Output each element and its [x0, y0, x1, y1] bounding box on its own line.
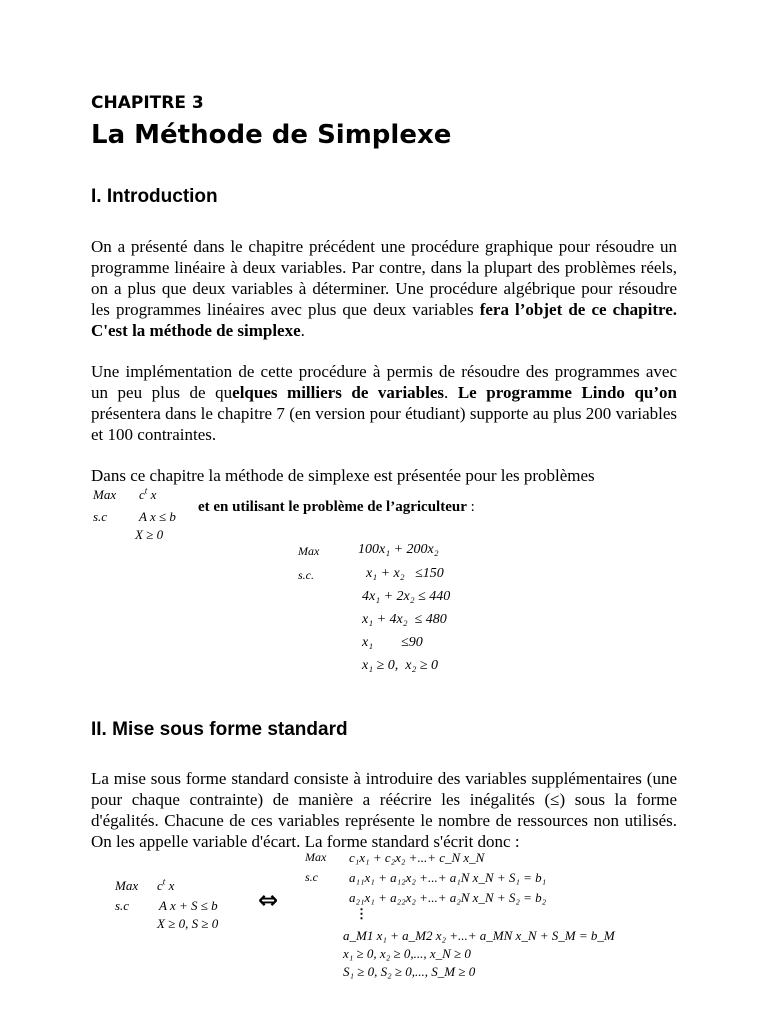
farmer-max: Max [298, 544, 320, 558]
standard-x-nonneg: x₁ ≥ 0, x₂ ≥ 0,..., x_N ≥ 0 [343, 946, 471, 961]
standard-left-constraint: A x + S ≤ b [159, 898, 218, 913]
chapter-label: CHAPITRE 3 [91, 93, 204, 113]
intro-p1-bold: fera l’objet de ce chapitre. C'est la méthode de simplexe [91, 300, 678, 340]
intro-p2-c: présentera dans le chapitre 7 (en version pour étudiant) supporte au plus 200 variables et 100 contraintes. [91, 404, 677, 444]
farmer-lp-formulation [298, 542, 498, 677]
farmer-objective: 100x₁ + 200x₂ [358, 542, 439, 557]
generic-objective: $c^t$ x [139, 485, 157, 502]
intro-p2-b: . [444, 383, 458, 402]
intro-paragraph-3 [91, 465, 677, 486]
intro-p1-text: On a présenté dans le chapitre précédent une procédure graphique pour résoudre un programme linéaire à deux variables. Par contre, dans la plupart des problèmes réels, on a plus que deux variables à déterminer. Une procédure algébrique pour résoudre les programmes linéaires avec plus que deux variables [91, 237, 677, 319]
farmer-sc: s.c. [298, 568, 314, 582]
section-heading-standard-form: II. Mise sous forme standard [91, 719, 348, 740]
section-heading-introduction: I. Introduction [91, 186, 218, 207]
intro-p3-follow: et en utilisant le problème de l’agriculteur : [198, 499, 475, 515]
standard-left-sc: s.c [115, 898, 130, 913]
standard-expanded-form [305, 850, 665, 980]
intro-p3-text: Dans ce chapitre la méthode de simplexe est présentée pour les problèmes [91, 466, 595, 485]
standard-right-objective: c₁x₁ + c₂x₂ +...+ c_N x_N [349, 850, 485, 865]
intro-p2-a: Une implémentation de cette procédure à permis de résoudre des programmes avec un peu plus de qu [91, 362, 677, 402]
intro-p1-end: . [300, 321, 305, 340]
standard-matrix-form [115, 878, 255, 938]
standard-s-nonneg: S₁ ≥ 0, S₂ ≥ 0,..., S_M ≥ 0 [343, 964, 476, 979]
generic-constraint: A x ≤ b [139, 509, 176, 524]
standard-row-m: a_M1 x₁ + a_M2 x₂ +...+ a_MN x_N + S_M = b_M [343, 928, 615, 943]
generic-sc: s.c [93, 509, 108, 524]
standard-row-2: a₂₁x₁ + a₂₂x₂ +...+ a₂N x_N + S₂ = b₂ [349, 890, 547, 905]
intro-p2-bold1: elques milliers de variables [232, 383, 445, 402]
farmer-constraint-3: x₁ + 4x₂ ≤ 480 [362, 612, 447, 627]
standard-left-max: Max [115, 878, 139, 893]
farmer-nonneg: x₁ ≥ 0, x₂ ≥ 0 [362, 658, 439, 673]
page-title: La Méthode de Simplexe [91, 120, 452, 150]
generic-max: Max [93, 487, 117, 502]
farmer-constraint-2: 4x₁ + 2x₂ ≤ 440 [362, 589, 451, 604]
standard-p1-text: La mise sous forme standard consiste à introduire des variables supplémentaires (une pour chaque contrainte) de manière a réécrire les inégalités (≤) sous la forme d'égalités. Chacune de ces variables représente le nombre de ressources non utilisés. On les appelle variable d'écart. La forme standard s'écrit donc : [91, 769, 677, 851]
intro-paragraph-1 [91, 236, 677, 341]
standard-row-ellipsis: ⋮ [355, 906, 368, 921]
intro-p2-bold2: Le programme Lindo qu’on [457, 383, 677, 402]
standard-row-1: a₁₁x₁ + a₁₂x₂ +...+ a₁N x_N + S₁ = b₁ [349, 870, 547, 885]
standard-right-max: Max [305, 850, 327, 864]
intro-paragraph-2 [91, 361, 677, 445]
farmer-constraint-4: x₁ ≤90 [362, 635, 423, 650]
standard-paragraph [91, 768, 677, 852]
farmer-constraint-1: x₁ + x₂ ≤150 [366, 566, 444, 581]
generic-nonneg: X ≥ 0 [135, 527, 164, 542]
generic-lp-formulation [93, 487, 203, 547]
equivalence-icon: ⇔ [258, 886, 279, 914]
standard-left-objective: $c^t$ x [157, 876, 175, 893]
standard-left-nonneg: X ≥ 0, S ≥ 0 [157, 916, 219, 931]
standard-right-sc: s.c [305, 870, 318, 884]
